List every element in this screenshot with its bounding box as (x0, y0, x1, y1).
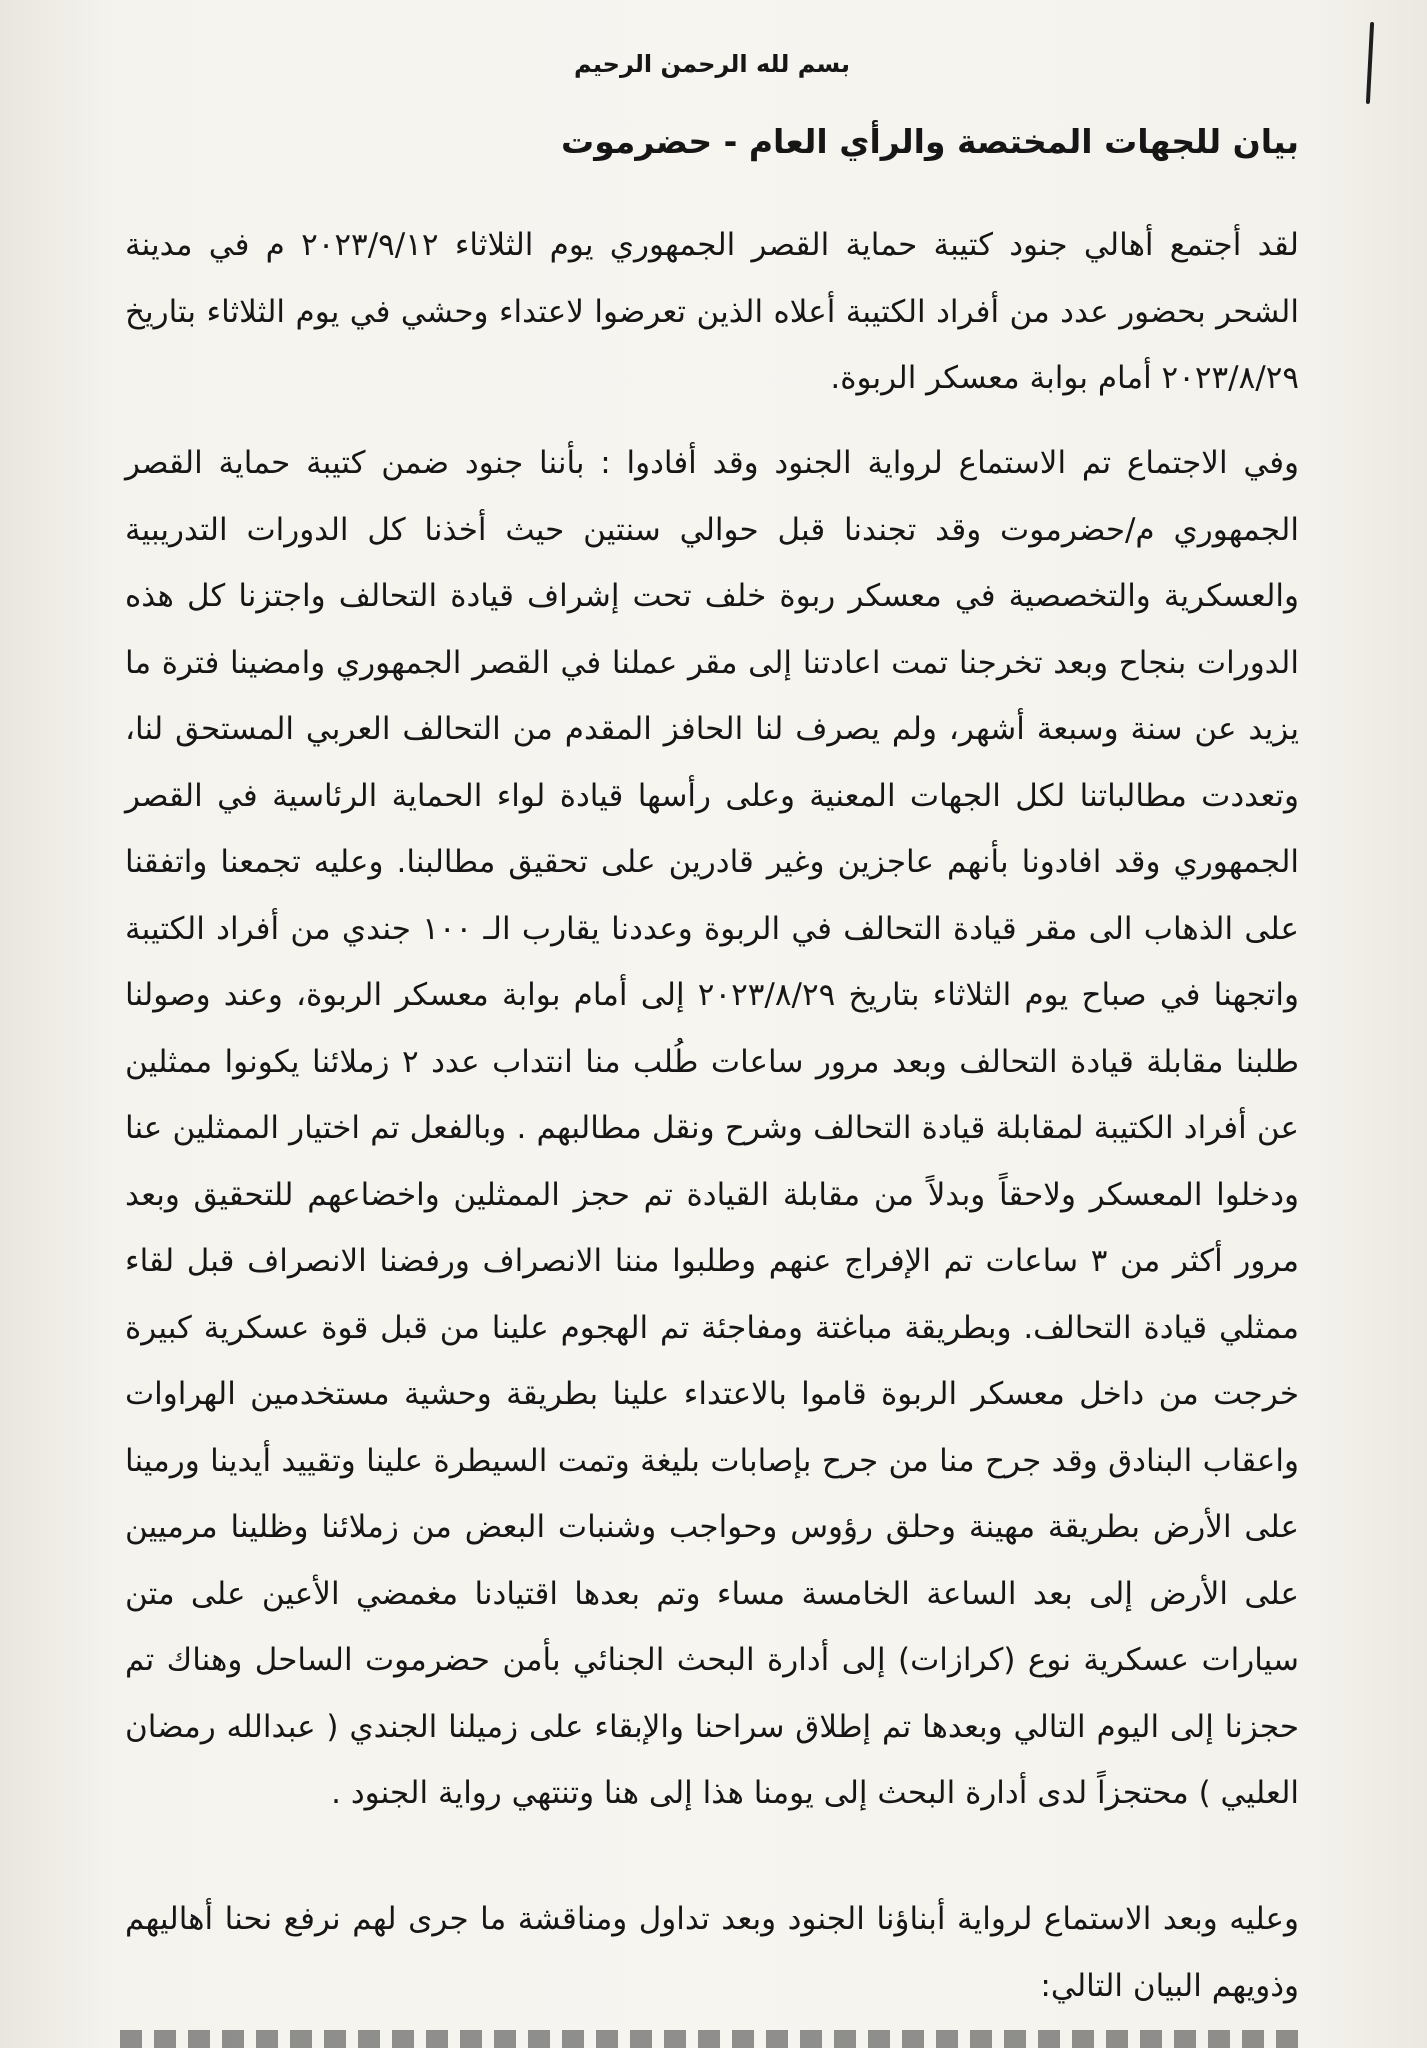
paragraph-statement-intro: وعليه وبعد الاستماع لرواية أبناؤنا الجنود وبعد تداول ومناقشة ما جرى لهم نرفع نحنا أهاليهم وذويهم البيان التالي: (125, 1901, 1299, 2004)
basmala-line: بسم لله الرحمن الرحيم (574, 50, 850, 78)
paragraph-soldiers-account: وفي الاجتماع تم الاستماع لرواية الجنود وقد أفادوا : بأننا جنود ضمن كتيبة حماية القصر الجمهوري م/حضرموت وقد تجندنا قبل حوالي سنتين حيث أخذنا كل الدورات التدريبية والعسكرية والتخصصية في معسكر ربوة خلف تحت إشراف قيادة التحالف واجتزنا كل هذه الدورات بنجاح وبعد تخرجنا تمت اعادتنا إلى مقر عملنا في القصر الجمهوري وامضينا فترة ما يزيد عن سنة وسبعة أشهر، ولم يصرف لنا الحافز المقدم من التحالف العربي المستحق لنا، وتعددت مطالباتنا لكل الجهات المعنية وعلى رأسها قيادة لواء الحماية الرئاسية في القصر الجمهوري وقد افادونا بأنهم عاجزين وغير قادرين على تحقيق مطالبنا. وعليه تجمعنا واتفقنا على الذهاب الى مقر قيادة التحالف في الربوة وعددنا يقارب الـ ١٠٠ جندي من أفراد الكتيبة واتجهنا في صباح يوم الثلاثاء بتاريخ ٢٠٢٣/٨/٢٩ إلى أمام بوابة معسكر الربوة، وعند وصولنا طلبنا مقابلة قيادة التحالف وبعد مرور ساعات طُلب منا انتداب عدد ٢ زملائنا يكونوا ممثلين عن أفراد الكتيبة لمقابلة قيادة التحالف وشرح ونقل مطالبهم . وبالفعل تم اختيار الممثلين عنا ودخلوا المعسكر ولاحقاً وبدلاً من مقابلة القيادة تم حجز الممثلين واخضاعهم للتحقيق وبعد مرور أكثر من ٣ ساعات تم الإفراج عنهم وطلبوا مننا الانصراف ورفضنا الانصراف قبل لقاء ممثلي قيادة التحالف. وبطريقة مباغتة ومفاجئة تم الهجوم علينا من قبل قوة عسكرية كبيرة خرجت من داخل معسكر الربوة قاموا بالاعتداء علينا بطريقة وحشية مستخدمين الهراوات واعقاب البنادق وقد جرح منا من جرح بإصابات بليغة وتمت السيطرة علينا وتقييد أيدينا ورمينا على الأرض بطريقة مهينة وحلق رؤوس وحواجب وشنبات البعض من زملائنا وظلينا مرميين على الأرض إلى بعد الساعة الخامسة مساء وتم بعدها اقتيادنا مغمضي الأعين على متن سيارات عسكرية نوع (كرازات) إلى أدارة البحث الجنائي بأمن حضرموت الساحل وهناك تم حجزنا إلى اليوم التالي وبعدها تم إطلاق سراحنا والإبقاء على زميلنا الجندي ( عبدالله رمضان العليي ) محتجزاً لدى أدارة البحث إلى يومنا هذا إلى هنا وتنتهي رواية الجنود . (125, 445, 1299, 1811)
statement-heading: بيان للجهات المختصة والرأي العام - حضرموت (561, 122, 1299, 161)
cut-off-text-line (120, 2030, 1307, 2048)
paragraph-meeting: لقد أجتمع أهالي جنود كتيبة حماية القصر الجمهوري يوم الثلاثاء ٢٠٢٣/٩/١٢ م في مدينة الشحر بحضور عدد من أفراد الكتيبة أعلاه الذين تعرضوا لاعتداء وحشي في يوم الثلاثاء بتاريخ ٢٠٢٣/٨/٢٩ أمام بوابة معسكر الربوة. (125, 227, 1299, 396)
handwritten-pen-mark (1366, 22, 1374, 104)
